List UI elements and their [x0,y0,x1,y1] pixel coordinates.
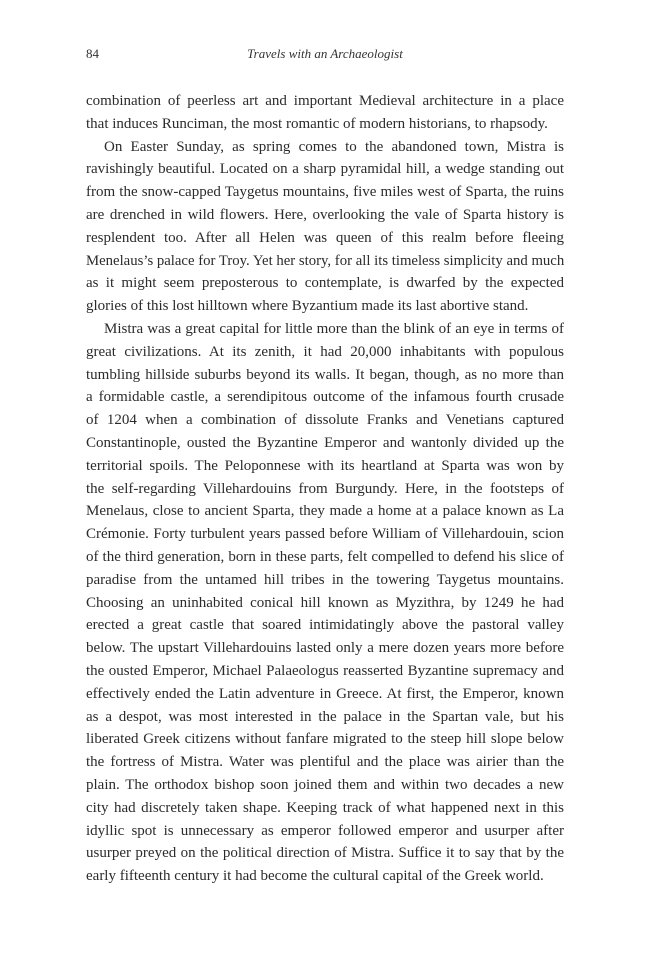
text-line: that induces Runciman, the most romantic of modern historians, to rhapsody. [86,115,548,132]
paragraph [86,90,564,136]
text-line: Mistra was a great capital for little more than the blink of an eye in terms of [104,320,564,337]
text-line: of 1204 when a combination of dissolute Franks and Venetians captured [86,412,564,429]
paragraph [86,318,564,888]
text-line: as a despot, was most interested in the palace in the Spartan vale, but his [86,708,564,725]
text-line: are drenched in wild flowers. Here, overlooking the vale of Sparta history is [86,206,564,223]
text-line: early fifteenth century it had become the cultural capital of the Greek world. [86,868,544,885]
text-line: great civilizations. At its zenith, it had 20,000 inhabitants with populous [86,343,564,360]
text-line: the self-regarding Villehardouins from Burgundy. Here, in the footsteps of [86,480,564,497]
text-line: Crémonie. Forty turbulent years passed before William of Villehardouin, scion [86,526,564,543]
text-line: idyllic spot is unnecessary as emperor followed emperor and usurper after [86,822,564,839]
body-text [86,90,564,888]
page-number: 84 [86,46,99,61]
text-line: below. The upstart Villehardouins lasted only a mere dozen years more before [86,640,564,657]
text-line: usurper preyed on the political direction of Mistra. Suffice it to say that by the [86,845,564,862]
page-header [86,46,564,64]
text-line: the ousted Emperor, Michael Palaeologus reasserted Byzantine supremacy and [86,662,564,679]
text-line: On Easter Sunday, as spring comes to the abandoned town, Mistra is [104,138,564,155]
text-line: Choosing an uninhabited conical hill known as Myzithra, by 1249 he had [86,594,564,611]
text-line: from the snow-capped Taygetus mountains, five miles west of Sparta, the ruins [86,184,564,201]
text-line: paradise from the untamed hill tribes in the towering Taygetus mountains. [86,571,564,588]
text-line: Menelaus, close to ancient Sparta, they made a home at a palace known as La [86,503,564,520]
text-line: plain. The orthodox bishop soon joined them and within two decades a new [86,776,564,793]
text-line: erected a great castle that soared intimidatingly above the pastoral valley [86,617,564,634]
text-line: glories of this lost hilltown where Byzantium made its last abortive stand. [86,298,529,315]
text-line: a formidable castle, a serendipitous outcome of the infamous fourth crusade [86,389,564,406]
text-line: liberated Greek citizens without fanfare migrated to the steep hill slope below [86,731,564,748]
text-line: as it might seem preposterous to contemplate, is dwarfed by the expected [86,275,564,292]
paragraph [86,136,564,318]
text-line: territorial spoils. The Peloponnese with its heartland at Sparta was won by [86,457,564,474]
text-line: resplendent too. After all Helen was queen of this realm before fleeing [86,229,564,246]
text-line: effectively ended the Latin adventure in Greece. At first, the Emperor, known [86,685,564,702]
text-line: tumbling hillside suburbs beyond its walls. It began, though, as no more than [86,366,564,383]
text-line: city had discretely taken shape. Keeping track of what happened next in this [86,799,564,816]
text-line: combination of peerless art and important Medieval architecture in a place [86,93,564,109]
running-title: Travels with an Archaeologist [247,46,403,61]
text-line: Menelaus’s palace for Troy. Yet her story, for all its timeless simplicity and much [86,252,565,269]
text-line: ravishingly beautiful. Located on a sharp pyramidal hill, a wedge standing out [86,161,564,178]
text-line: of the third generation, born in these parts, felt compelled to defend his slice of [86,548,564,565]
text-line: the fortress of Mistra. Water was plentiful and the place was airier than the [86,754,564,771]
text-line: Constantinople, ousted the Byzantine Emperor and wantonly divided up the [86,434,564,451]
